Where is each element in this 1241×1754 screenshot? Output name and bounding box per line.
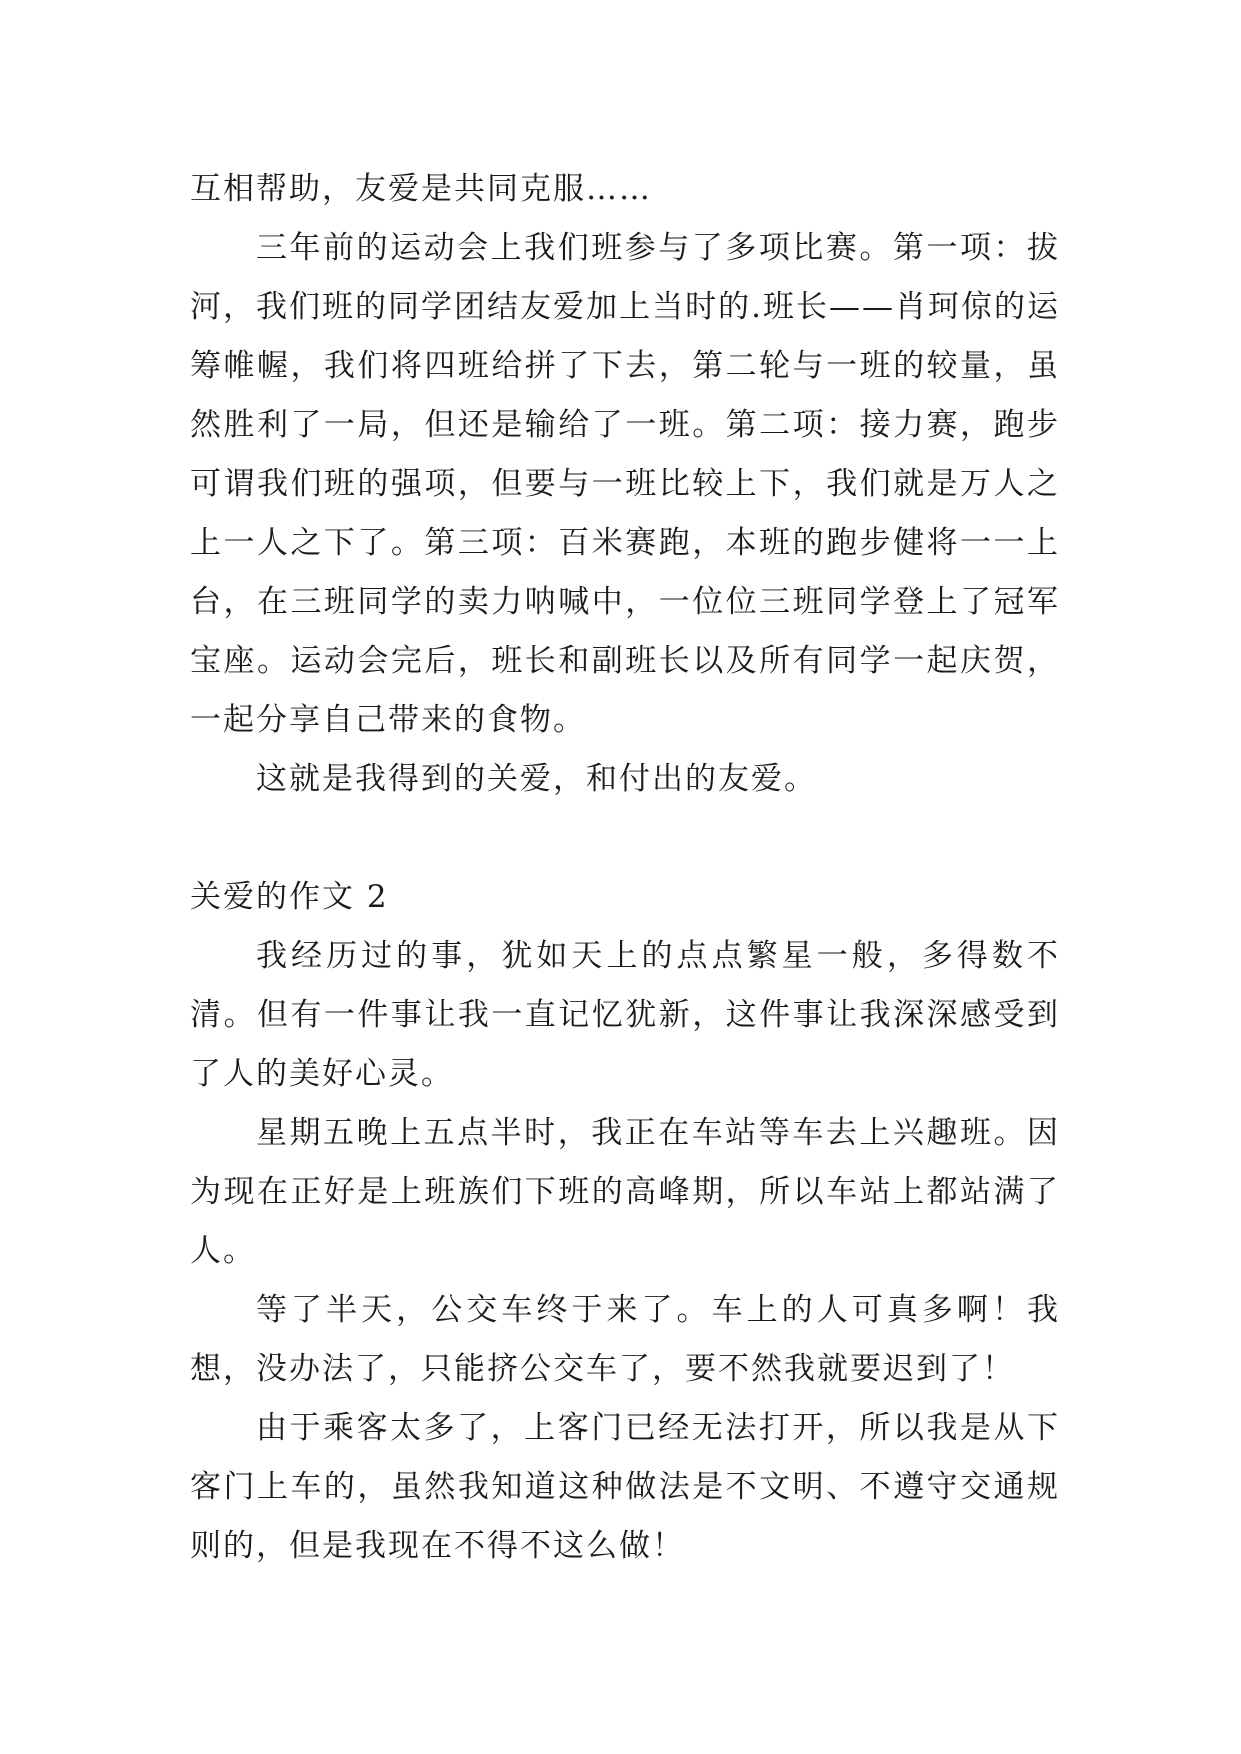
paragraph-bus-arrives: 等了半天，公交车终于来了。车上的人可真多啊！我想，没办法了，只能挤公交车了，要不然我就要迟到了！ (190, 1292, 1060, 1387)
paragraph-sports-meet: 三年前的运动会上我们班参与了多项比赛。第一项：拔河，我们班的同学团结友爱加上当时的.班长——肖珂倞的运筹帷幄，我们将四班给拼了下去，第二轮与一班的较量，虽然胜利了一局，但还是输给了一班。第二项：接力赛，跑步可谓我们班的强项，但要与一班比较上下，我们就是万人之上一人之下了。第三项：百米赛跑，本班的跑步健将一一上台，在三班同学的卖力呐喊中，一位位三班同学登上了冠军宝座。运动会完后，班长和副班长以及所有同学一起庆贺，一起分享自己带来的食物。 (190, 230, 1060, 738)
paragraph-conclusion: 这就是我得到的关爱，和付出的友爱。 (256, 761, 817, 797)
paragraph-intro: 我经历过的事，犹如天上的点点繁星一般，多得数不清。但有一件事让我一直记忆犹新，这件事让我深深感受到了人的美好心灵。 (190, 938, 1060, 1092)
paragraph-bus-stop: 星期五晚上五点半时，我正在车站等车去上兴趣班。因为现在正好是上班族们下班的高峰期，所以车站上都站满了人。 (190, 1115, 1060, 1269)
section-gap (190, 809, 1060, 868)
paragraph-boarding: 由于乘客太多了，上客门已经无法打开，所以我是从下客门上车的，虽然我知道这种做法是不文明、不遵守交通规则的，但是我现在不得不这么做！ (190, 1410, 1060, 1564)
section-title: 关爱的作文 2 (190, 879, 389, 915)
paragraph-continuation: 互相帮助，友爱是共同克服…… (190, 171, 652, 207)
document-body (190, 160, 1060, 1576)
